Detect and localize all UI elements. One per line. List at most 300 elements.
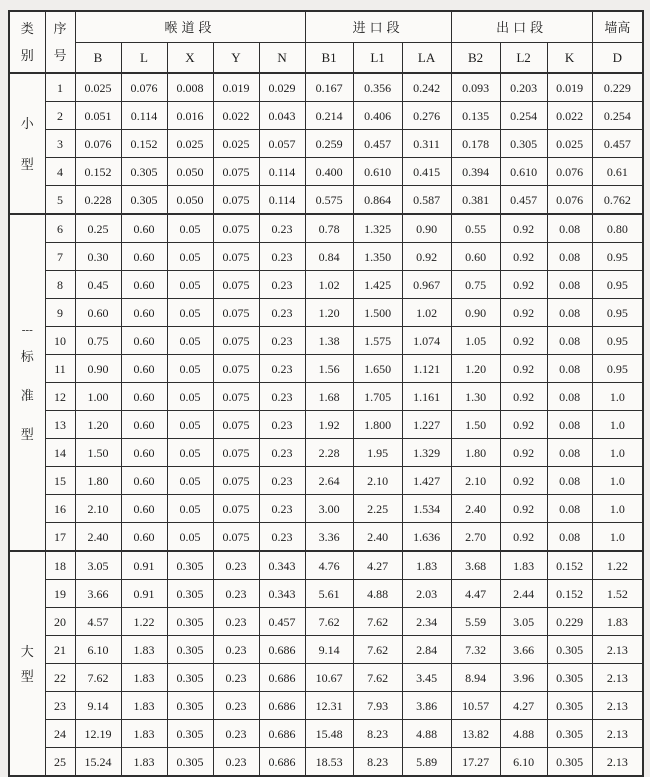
value-cell-b2: 1.30 bbox=[451, 383, 500, 411]
category-char: 大 bbox=[20, 643, 34, 659]
value-cell-b1: 12.31 bbox=[305, 692, 353, 720]
value-cell-k: 0.305 bbox=[547, 664, 592, 692]
value-cell-l1: 4.27 bbox=[353, 551, 402, 580]
value-cell-d: 2.13 bbox=[592, 664, 643, 692]
value-cell-l: 0.91 bbox=[121, 551, 167, 580]
value-cell-b: 0.228 bbox=[75, 186, 121, 215]
value-cell-la: 0.967 bbox=[402, 271, 451, 299]
value-cell-y: 0.23 bbox=[213, 580, 259, 608]
serial-number-cell: 17 bbox=[45, 523, 75, 552]
value-cell-la: 1.161 bbox=[402, 383, 451, 411]
value-cell-la: 0.92 bbox=[402, 243, 451, 271]
value-cell-n: 0.057 bbox=[259, 130, 305, 158]
serial-number-cell: 8 bbox=[45, 271, 75, 299]
value-cell-l1: 7.93 bbox=[353, 692, 402, 720]
value-cell-k: 0.08 bbox=[547, 214, 592, 243]
value-cell-b2: 1.05 bbox=[451, 327, 500, 355]
value-cell-x: 0.305 bbox=[167, 551, 213, 580]
value-cell-la: 2.34 bbox=[402, 608, 451, 636]
table-row bbox=[9, 748, 643, 777]
value-cell-y: 0.23 bbox=[213, 608, 259, 636]
column-header-b1: B1 bbox=[305, 43, 353, 74]
value-cell-l: 1.83 bbox=[121, 720, 167, 748]
value-cell-b2: 10.57 bbox=[451, 692, 500, 720]
value-cell-b1: 0.167 bbox=[305, 73, 353, 102]
value-cell-x: 0.05 bbox=[167, 495, 213, 523]
table-row bbox=[9, 271, 643, 299]
value-cell-b1: 2.64 bbox=[305, 467, 353, 495]
value-cell-b2: 0.381 bbox=[451, 186, 500, 215]
value-cell-d: 1.52 bbox=[592, 580, 643, 608]
value-cell-b1: 0.84 bbox=[305, 243, 353, 271]
value-cell-x: 0.05 bbox=[167, 411, 213, 439]
value-cell-l1: 2.40 bbox=[353, 523, 402, 552]
value-cell-l1: 1.350 bbox=[353, 243, 402, 271]
value-cell-d: 0.457 bbox=[592, 130, 643, 158]
value-cell-l1: 7.62 bbox=[353, 608, 402, 636]
value-cell-l2: 0.92 bbox=[500, 383, 547, 411]
serial-number-cell: 7 bbox=[45, 243, 75, 271]
value-cell-y: 0.23 bbox=[213, 720, 259, 748]
value-cell-b: 7.62 bbox=[75, 664, 121, 692]
value-cell-k: 0.076 bbox=[547, 158, 592, 186]
serial-number-cell: 15 bbox=[45, 467, 75, 495]
table-row bbox=[9, 73, 643, 102]
value-cell-x: 0.008 bbox=[167, 73, 213, 102]
table-row bbox=[9, 243, 643, 271]
value-cell-b: 0.025 bbox=[75, 73, 121, 102]
value-cell-n: 0.114 bbox=[259, 186, 305, 215]
table-body bbox=[9, 73, 643, 776]
value-cell-d: 0.762 bbox=[592, 186, 643, 215]
value-cell-b: 15.24 bbox=[75, 748, 121, 777]
dimension-table bbox=[8, 10, 644, 777]
value-cell-y: 0.075 bbox=[213, 299, 259, 327]
value-cell-b2: 2.40 bbox=[451, 495, 500, 523]
value-cell-b1: 0.400 bbox=[305, 158, 353, 186]
value-cell-y: 0.025 bbox=[213, 130, 259, 158]
value-cell-l1: 1.800 bbox=[353, 411, 402, 439]
value-cell-la: 3.45 bbox=[402, 664, 451, 692]
value-cell-b: 0.152 bbox=[75, 158, 121, 186]
value-cell-n: 0.686 bbox=[259, 692, 305, 720]
value-cell-d: 1.22 bbox=[592, 551, 643, 580]
column-header-x: X bbox=[167, 43, 213, 74]
value-cell-l1: 0.356 bbox=[353, 73, 402, 102]
category-cell bbox=[9, 73, 45, 214]
value-cell-d: 1.0 bbox=[592, 523, 643, 552]
value-cell-l1: 1.575 bbox=[353, 327, 402, 355]
value-cell-b1: 3.00 bbox=[305, 495, 353, 523]
value-cell-l2: 0.92 bbox=[500, 299, 547, 327]
value-cell-l2: 0.92 bbox=[500, 243, 547, 271]
value-cell-k: 0.152 bbox=[547, 580, 592, 608]
category-header-char: 类 bbox=[20, 21, 34, 36]
value-cell-l: 0.60 bbox=[121, 467, 167, 495]
value-cell-b2: 4.47 bbox=[451, 580, 500, 608]
value-cell-l2: 4.27 bbox=[500, 692, 547, 720]
value-cell-b2: 1.20 bbox=[451, 355, 500, 383]
value-cell-n: 0.23 bbox=[259, 271, 305, 299]
table-row bbox=[9, 411, 643, 439]
value-cell-b: 2.40 bbox=[75, 523, 121, 552]
value-cell-k: 0.305 bbox=[547, 720, 592, 748]
value-cell-l: 0.60 bbox=[121, 439, 167, 467]
value-cell-b1: 2.28 bbox=[305, 439, 353, 467]
column-header-l2: L2 bbox=[500, 43, 547, 74]
value-cell-k: 0.022 bbox=[547, 102, 592, 130]
value-cell-x: 0.305 bbox=[167, 720, 213, 748]
value-cell-k: 0.08 bbox=[547, 355, 592, 383]
value-cell-b2: 0.75 bbox=[451, 271, 500, 299]
serial-number-cell: 18 bbox=[45, 551, 75, 580]
value-cell-l: 0.60 bbox=[121, 243, 167, 271]
value-cell-y: 0.23 bbox=[213, 636, 259, 664]
table-row bbox=[9, 355, 643, 383]
value-cell-la: 0.276 bbox=[402, 102, 451, 130]
serial-number-cell: 21 bbox=[45, 636, 75, 664]
value-cell-k: 0.08 bbox=[547, 327, 592, 355]
table-row bbox=[9, 692, 643, 720]
value-cell-l1: 7.62 bbox=[353, 636, 402, 664]
value-cell-b1: 1.38 bbox=[305, 327, 353, 355]
value-cell-b1: 1.56 bbox=[305, 355, 353, 383]
serial-header-char: 序 bbox=[53, 21, 67, 36]
value-cell-k: 0.08 bbox=[547, 411, 592, 439]
value-cell-b2: 1.50 bbox=[451, 411, 500, 439]
value-cell-k: 0.076 bbox=[547, 186, 592, 215]
value-cell-l2: 0.610 bbox=[500, 158, 547, 186]
value-cell-x: 0.05 bbox=[167, 243, 213, 271]
value-cell-l2: 3.05 bbox=[500, 608, 547, 636]
value-cell-l2: 3.96 bbox=[500, 664, 547, 692]
value-cell-k: 0.08 bbox=[547, 439, 592, 467]
value-cell-k: 0.305 bbox=[547, 748, 592, 777]
value-cell-x: 0.05 bbox=[167, 383, 213, 411]
value-cell-d: 1.83 bbox=[592, 608, 643, 636]
value-cell-n: 0.23 bbox=[259, 383, 305, 411]
value-cell-d: 2.13 bbox=[592, 636, 643, 664]
value-cell-l: 0.60 bbox=[121, 383, 167, 411]
value-cell-k: 0.025 bbox=[547, 130, 592, 158]
column-header-serial bbox=[45, 11, 75, 73]
value-cell-b: 0.30 bbox=[75, 243, 121, 271]
value-cell-l1: 2.10 bbox=[353, 467, 402, 495]
value-cell-l1: 0.457 bbox=[353, 130, 402, 158]
value-cell-x: 0.050 bbox=[167, 158, 213, 186]
table-header bbox=[9, 11, 643, 73]
table-row bbox=[9, 664, 643, 692]
value-cell-d: 1.0 bbox=[592, 439, 643, 467]
value-cell-d: 1.0 bbox=[592, 467, 643, 495]
column-header-l: L bbox=[121, 43, 167, 74]
category-char: 型 bbox=[20, 156, 34, 172]
table-row bbox=[9, 608, 643, 636]
value-cell-y: 0.075 bbox=[213, 439, 259, 467]
value-cell-n: 0.686 bbox=[259, 748, 305, 777]
value-cell-d: 0.95 bbox=[592, 327, 643, 355]
value-cell-l: 0.60 bbox=[121, 214, 167, 243]
value-cell-l1: 0.406 bbox=[353, 102, 402, 130]
value-cell-b: 0.75 bbox=[75, 327, 121, 355]
value-cell-b1: 1.20 bbox=[305, 299, 353, 327]
value-cell-l2: 0.92 bbox=[500, 355, 547, 383]
value-cell-b: 1.80 bbox=[75, 467, 121, 495]
value-cell-l2: 6.10 bbox=[500, 748, 547, 777]
value-cell-x: 0.025 bbox=[167, 130, 213, 158]
value-cell-b: 4.57 bbox=[75, 608, 121, 636]
serial-number-cell: 20 bbox=[45, 608, 75, 636]
serial-number-cell: 4 bbox=[45, 158, 75, 186]
table-row bbox=[9, 158, 643, 186]
value-cell-y: 0.075 bbox=[213, 243, 259, 271]
value-cell-b2: 8.94 bbox=[451, 664, 500, 692]
value-cell-b1: 1.02 bbox=[305, 271, 353, 299]
value-cell-b2: 2.10 bbox=[451, 467, 500, 495]
value-cell-b1: 5.61 bbox=[305, 580, 353, 608]
value-cell-la: 1.121 bbox=[402, 355, 451, 383]
value-cell-n: 0.23 bbox=[259, 411, 305, 439]
serial-number-cell: 5 bbox=[45, 186, 75, 215]
value-cell-b1: 4.76 bbox=[305, 551, 353, 580]
value-cell-b2: 0.55 bbox=[451, 214, 500, 243]
value-cell-l2: 0.92 bbox=[500, 327, 547, 355]
value-cell-x: 0.05 bbox=[167, 299, 213, 327]
value-cell-la: 1.227 bbox=[402, 411, 451, 439]
value-cell-l: 0.60 bbox=[121, 299, 167, 327]
serial-number-cell: 14 bbox=[45, 439, 75, 467]
column-header-k: K bbox=[547, 43, 592, 74]
category-char: 型 bbox=[20, 668, 34, 684]
value-cell-b: 12.19 bbox=[75, 720, 121, 748]
value-cell-n: 0.043 bbox=[259, 102, 305, 130]
value-cell-x: 0.305 bbox=[167, 748, 213, 777]
value-cell-b2: 2.70 bbox=[451, 523, 500, 552]
value-cell-k: 0.08 bbox=[547, 383, 592, 411]
value-cell-b1: 0.575 bbox=[305, 186, 353, 215]
value-cell-b2: 0.093 bbox=[451, 73, 500, 102]
value-cell-b2: 0.60 bbox=[451, 243, 500, 271]
value-cell-la: 4.88 bbox=[402, 720, 451, 748]
value-cell-d: 1.0 bbox=[592, 411, 643, 439]
value-cell-b: 6.10 bbox=[75, 636, 121, 664]
value-cell-b1: 0.78 bbox=[305, 214, 353, 243]
value-cell-b2: 5.59 bbox=[451, 608, 500, 636]
value-cell-k: 0.019 bbox=[547, 73, 592, 102]
value-cell-y: 0.075 bbox=[213, 523, 259, 552]
value-cell-l: 0.60 bbox=[121, 271, 167, 299]
value-cell-b1: 9.14 bbox=[305, 636, 353, 664]
value-cell-l1: 8.23 bbox=[353, 748, 402, 777]
value-cell-d: 0.95 bbox=[592, 299, 643, 327]
column-header-category bbox=[9, 11, 45, 73]
value-cell-y: 0.019 bbox=[213, 73, 259, 102]
value-cell-l: 0.60 bbox=[121, 355, 167, 383]
value-cell-b: 0.25 bbox=[75, 214, 121, 243]
value-cell-y: 0.075 bbox=[213, 495, 259, 523]
value-cell-d: 0.95 bbox=[592, 243, 643, 271]
value-cell-la: 0.587 bbox=[402, 186, 451, 215]
value-cell-l2: 0.203 bbox=[500, 73, 547, 102]
value-cell-n: 0.686 bbox=[259, 720, 305, 748]
value-cell-k: 0.08 bbox=[547, 243, 592, 271]
value-cell-x: 0.05 bbox=[167, 439, 213, 467]
value-cell-l1: 1.95 bbox=[353, 439, 402, 467]
serial-number-cell: 3 bbox=[45, 130, 75, 158]
value-cell-x: 0.050 bbox=[167, 186, 213, 215]
value-cell-l1: 1.500 bbox=[353, 299, 402, 327]
serial-number-cell: 10 bbox=[45, 327, 75, 355]
value-cell-b1: 1.92 bbox=[305, 411, 353, 439]
value-cell-l2: 0.457 bbox=[500, 186, 547, 215]
value-cell-l2: 2.44 bbox=[500, 580, 547, 608]
value-cell-l2: 0.92 bbox=[500, 523, 547, 552]
value-cell-k: 0.08 bbox=[547, 495, 592, 523]
table-row bbox=[9, 636, 643, 664]
value-cell-y: 0.075 bbox=[213, 186, 259, 215]
value-cell-b1: 10.67 bbox=[305, 664, 353, 692]
value-cell-x: 0.305 bbox=[167, 636, 213, 664]
value-cell-l: 0.305 bbox=[121, 158, 167, 186]
value-cell-d: 0.95 bbox=[592, 355, 643, 383]
value-cell-l: 1.83 bbox=[121, 664, 167, 692]
value-cell-b2: 3.68 bbox=[451, 551, 500, 580]
value-cell-x: 0.305 bbox=[167, 692, 213, 720]
value-cell-y: 0.075 bbox=[213, 327, 259, 355]
category-char: --- bbox=[21, 323, 33, 336]
value-cell-l: 0.60 bbox=[121, 411, 167, 439]
value-cell-d: 1.0 bbox=[592, 495, 643, 523]
value-cell-b: 1.20 bbox=[75, 411, 121, 439]
table-row bbox=[9, 439, 643, 467]
header-sub-row bbox=[9, 43, 643, 74]
value-cell-x: 0.05 bbox=[167, 271, 213, 299]
value-cell-l: 0.60 bbox=[121, 495, 167, 523]
value-cell-n: 0.23 bbox=[259, 495, 305, 523]
value-cell-l2: 0.92 bbox=[500, 214, 547, 243]
value-cell-n: 0.343 bbox=[259, 580, 305, 608]
value-cell-l: 0.60 bbox=[121, 523, 167, 552]
value-cell-n: 0.029 bbox=[259, 73, 305, 102]
table-row bbox=[9, 720, 643, 748]
value-cell-b2: 0.90 bbox=[451, 299, 500, 327]
value-cell-la: 5.89 bbox=[402, 748, 451, 777]
value-cell-k: 0.152 bbox=[547, 551, 592, 580]
value-cell-l2: 0.92 bbox=[500, 411, 547, 439]
value-cell-la: 0.311 bbox=[402, 130, 451, 158]
serial-number-cell: 12 bbox=[45, 383, 75, 411]
value-cell-la: 2.84 bbox=[402, 636, 451, 664]
table-row bbox=[9, 102, 643, 130]
value-cell-l: 0.60 bbox=[121, 327, 167, 355]
value-cell-l1: 1.325 bbox=[353, 214, 402, 243]
serial-number-cell: 6 bbox=[45, 214, 75, 243]
serial-number-cell: 25 bbox=[45, 748, 75, 777]
value-cell-b1: 15.48 bbox=[305, 720, 353, 748]
value-cell-b2: 17.27 bbox=[451, 748, 500, 777]
value-cell-n: 0.686 bbox=[259, 636, 305, 664]
value-cell-la: 1.83 bbox=[402, 551, 451, 580]
value-cell-l1: 1.705 bbox=[353, 383, 402, 411]
column-group-inlet: 进口段 bbox=[305, 11, 451, 43]
value-cell-y: 0.075 bbox=[213, 355, 259, 383]
value-cell-n: 0.23 bbox=[259, 355, 305, 383]
column-group-wall-height: 墙高 bbox=[592, 11, 643, 43]
value-cell-l1: 1.650 bbox=[353, 355, 402, 383]
category-cell bbox=[9, 551, 45, 776]
value-cell-k: 0.08 bbox=[547, 299, 592, 327]
value-cell-n: 0.114 bbox=[259, 158, 305, 186]
column-header-l1: L1 bbox=[353, 43, 402, 74]
table-row bbox=[9, 327, 643, 355]
serial-number-cell: 19 bbox=[45, 580, 75, 608]
value-cell-x: 0.305 bbox=[167, 608, 213, 636]
serial-number-cell: 1 bbox=[45, 73, 75, 102]
value-cell-n: 0.23 bbox=[259, 243, 305, 271]
value-cell-y: 0.075 bbox=[213, 214, 259, 243]
value-cell-b: 1.00 bbox=[75, 383, 121, 411]
value-cell-y: 0.23 bbox=[213, 692, 259, 720]
value-cell-b1: 18.53 bbox=[305, 748, 353, 777]
table-row bbox=[9, 299, 643, 327]
value-cell-l1: 4.88 bbox=[353, 580, 402, 608]
value-cell-l: 1.83 bbox=[121, 748, 167, 777]
value-cell-la: 2.03 bbox=[402, 580, 451, 608]
category-char: 型 bbox=[20, 426, 34, 442]
column-header-b2: B2 bbox=[451, 43, 500, 74]
value-cell-d: 0.229 bbox=[592, 73, 643, 102]
serial-number-cell: 22 bbox=[45, 664, 75, 692]
category-char: 准 bbox=[20, 387, 34, 403]
value-cell-y: 0.075 bbox=[213, 467, 259, 495]
value-cell-x: 0.016 bbox=[167, 102, 213, 130]
value-cell-d: 0.61 bbox=[592, 158, 643, 186]
value-cell-b2: 13.82 bbox=[451, 720, 500, 748]
value-cell-l1: 7.62 bbox=[353, 664, 402, 692]
table-row bbox=[9, 186, 643, 215]
column-header-d: D bbox=[592, 43, 643, 74]
table-row bbox=[9, 495, 643, 523]
value-cell-y: 0.23 bbox=[213, 748, 259, 777]
value-cell-l2: 0.92 bbox=[500, 271, 547, 299]
value-cell-la: 1.074 bbox=[402, 327, 451, 355]
value-cell-l2: 0.92 bbox=[500, 439, 547, 467]
value-cell-la: 1.534 bbox=[402, 495, 451, 523]
value-cell-l: 1.22 bbox=[121, 608, 167, 636]
serial-number-cell: 16 bbox=[45, 495, 75, 523]
value-cell-d: 0.95 bbox=[592, 271, 643, 299]
serial-number-cell: 11 bbox=[45, 355, 75, 383]
value-cell-b: 0.051 bbox=[75, 102, 121, 130]
value-cell-y: 0.075 bbox=[213, 271, 259, 299]
value-cell-d: 2.13 bbox=[592, 692, 643, 720]
value-cell-d: 2.13 bbox=[592, 748, 643, 777]
value-cell-b1: 1.68 bbox=[305, 383, 353, 411]
value-cell-n: 0.23 bbox=[259, 523, 305, 552]
value-cell-b: 0.90 bbox=[75, 355, 121, 383]
table-row bbox=[9, 467, 643, 495]
category-header-char: 别 bbox=[20, 48, 34, 63]
value-cell-n: 0.686 bbox=[259, 664, 305, 692]
serial-number-cell: 24 bbox=[45, 720, 75, 748]
value-cell-k: 0.305 bbox=[547, 636, 592, 664]
value-cell-n: 0.457 bbox=[259, 608, 305, 636]
value-cell-x: 0.305 bbox=[167, 580, 213, 608]
value-cell-d: 2.13 bbox=[592, 720, 643, 748]
value-cell-d: 0.254 bbox=[592, 102, 643, 130]
value-cell-la: 0.415 bbox=[402, 158, 451, 186]
value-cell-k: 0.08 bbox=[547, 271, 592, 299]
